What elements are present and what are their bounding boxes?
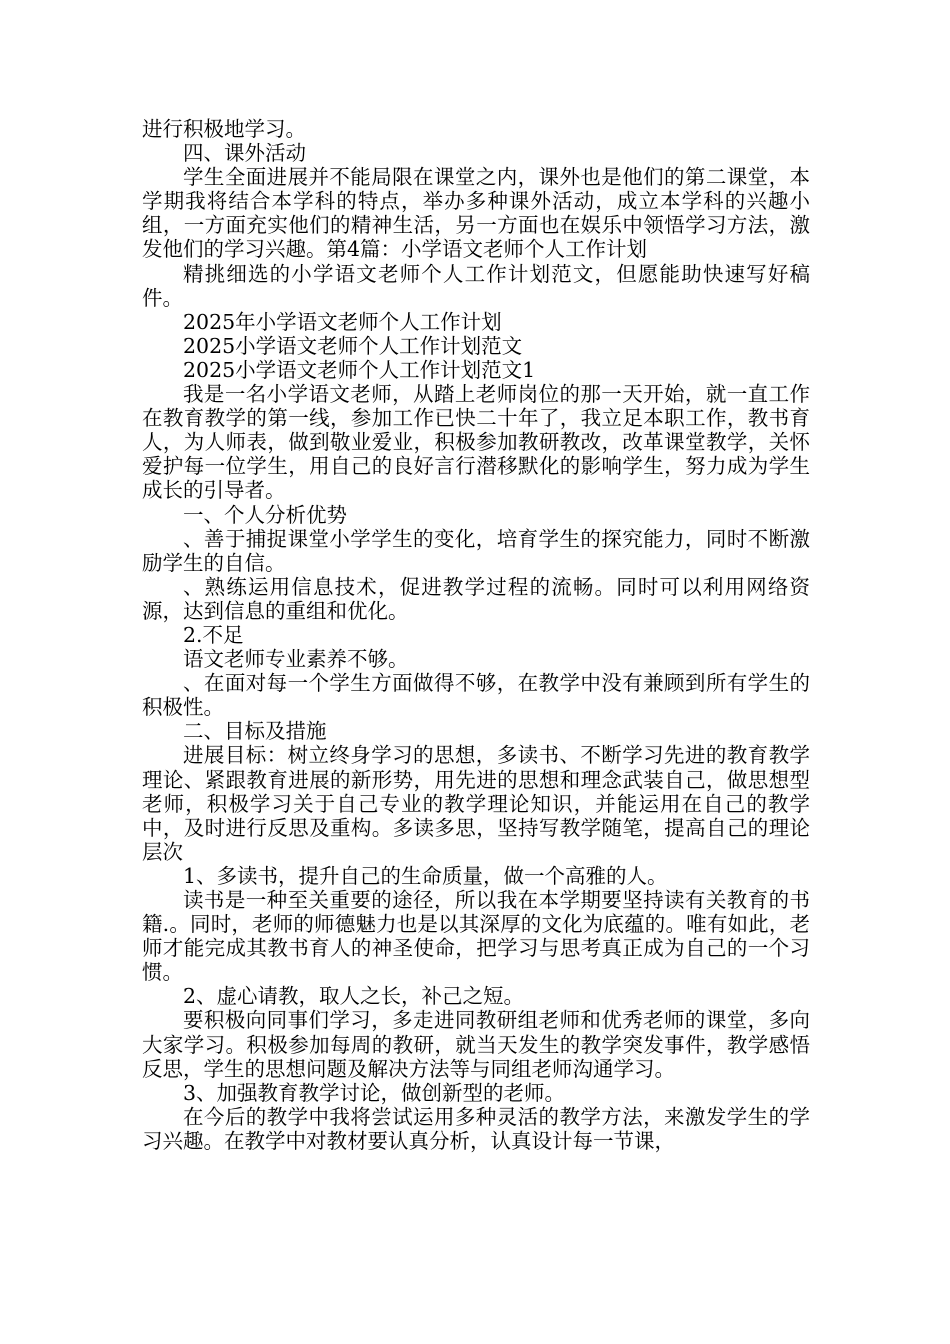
paragraph-3: 学生全面进展并不能局限在课堂之内，课外也是他们的第二课堂，本学期我将结合本学科的特点，举办多种课外活动，成立本学科的兴趣小组，一方面充实他们的精神生活，另一方面也在娱乐中领悟学习方法，激发他们的学习兴趣。第4篇：小学语文老师个人工作计划: [142, 165, 810, 262]
paragraph-4: 精挑细选的小学语文老师个人工作计划范文，但愿能助快速写好稿件。: [142, 261, 810, 310]
paragraph-14: 、在面对每一个学生方面做得不够，在教学中没有兼顾到所有学生的积极性。: [142, 671, 810, 720]
paragraph-1: 进行积极地学习。: [142, 117, 306, 141]
section-heading-strengths: 一、个人分析优势: [183, 502, 347, 527]
section-heading-shortcomings: 2.不足: [183, 622, 244, 647]
paragraph-10: 、善于捕捉课堂小学学生的变化，培育学生的探究能力，同时不断激励学生的自信。: [142, 526, 810, 575]
paragraph-18: 读书是一种至关重要的途径，所以我在本学期要坚持读有关教育的书籍.。同时，老师的师德魅力也是以其深厚的文化为底蕴的。唯有如此，老师才能完成其教书育人的神圣使命，把学习与思考真正成为自己的一个习惯。: [142, 888, 810, 985]
title-line-1: 2025年小学语文老师个人工作计划: [183, 309, 502, 334]
paragraph-20: 要积极向同事们学习，多走进同教研组老师和优秀老师的课堂，多向大家学习。积极参加每周的教研，就当天发生的教学突发事件，教学感悟反思，学生的思想问题及解决方法等与同组老师沟通学习。: [142, 1008, 810, 1081]
item-heading-3: 3、加强教育教学讨论，做创新型的老师。: [183, 1080, 566, 1105]
paragraph-11: 、熟练运用信息技术，促进教学过程的流畅。同时可以利用网络资源，达到信息的重组和优化。: [142, 574, 810, 623]
paragraph-13: 语文老师专业素养不够。: [183, 647, 409, 672]
section-heading-goals: 二、目标及措施: [183, 719, 327, 744]
paragraph-8: 我是一名小学语文老师，从踏上老师岗位的那一天开始，就一直工作在教育教学的第一线，参加工作已快二十年了，我立足本职工作，教书育人，为人师表，做到敬业爱业，积极参加教研教改，改革课堂教学，关怀爱护每一位学生，用自己的良好言行潜移默化的影响学生，努力成为学生成长的引导者。: [142, 382, 810, 503]
document-page: [142, 117, 810, 1153]
section-heading-extracurricular: 四、课外活动: [183, 141, 306, 166]
paragraph-16: 进展目标：树立终身学习的思想，多读书、不断学习先进的教育教学理论、紧跟教育进展的新形势，用先进的思想和理念武装自己，做思想型老师，积极学习关于自己专业的教学理论知识，并能运用在自己的教学中，及时进行反思及重构。多读多思，坚持写教学随笔，提高自己的理论层次: [142, 743, 810, 864]
title-line-3: 2025小学语文老师个人工作计划范文1: [183, 357, 536, 382]
title-line-2: 2025小学语文老师个人工作计划范文: [183, 333, 523, 358]
item-heading-1: 1、多读书，提升自己的生命质量，做一个高雅的人。: [183, 863, 668, 888]
paragraph-22: 在今后的教学中我将尝试运用多种灵活的教学方法，来激发学生的学习兴趣。在教学中对教材要认真分析，认真设计每一节课，: [142, 1104, 810, 1153]
item-heading-2: 2、虚心请教，取人之长，补己之短。: [183, 984, 525, 1009]
